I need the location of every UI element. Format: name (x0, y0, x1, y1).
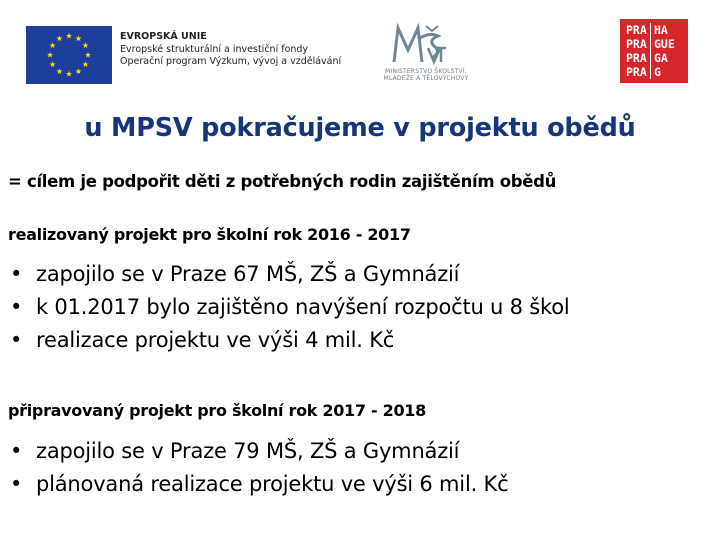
eu-star-icon (47, 52, 53, 58)
list-item-text: zapojilo se v Praze 67 MŠ, ZŠ a Gymnázií (36, 262, 460, 286)
eu-line-2: Evropské strukturální a investiční fondy (120, 43, 309, 55)
eu-star-icon (56, 35, 62, 41)
section-heading-2017: připravovaný projekt pro školní rok 2017 - 2018 (8, 401, 426, 420)
section-list-2017 (10, 435, 508, 501)
bullet-icon: • (10, 295, 23, 319)
bullet-icon: • (10, 262, 23, 286)
msmt-line-1: MINISTERSTVO ŠKOLSTVÍ, (385, 68, 467, 75)
eu-star-icon (50, 61, 56, 67)
eu-star-icon (56, 68, 62, 74)
eu-star-icon (66, 33, 72, 39)
page-title: u MPSV pokračujeme v projektu obědů (84, 113, 636, 143)
eu-line-1: EVROPSKÁ UNIE (120, 31, 207, 42)
praha-logo-right-0: HA (650, 23, 682, 37)
eu-star-icon (75, 68, 81, 74)
praha-logo-right-1: GUE (650, 37, 682, 51)
eu-star-icon (82, 61, 88, 67)
list-item-text: plánovaná realizace projektu ve výši 6 mil. Kč (36, 472, 509, 496)
eu-star-icon (75, 35, 81, 41)
eu-star-icon (82, 42, 88, 48)
praha-logo-left-0: PRA (626, 23, 647, 37)
bullet-icon: • (10, 439, 23, 463)
eu-logo-text (120, 31, 341, 69)
page-subtitle: = cílem je podpořit děti z potřebných rodin zajištěním obědů (8, 172, 557, 191)
praha-logo-right-2: GA (650, 51, 682, 65)
eu-line-3: Operační program Výzkum, vývoj a vzdělávání (120, 56, 342, 67)
list-item-text: realizace projektu ve výši 4 mil. Kč (36, 328, 395, 352)
list-item (10, 258, 570, 291)
eu-stars (26, 26, 112, 84)
eu-logo (26, 25, 356, 87)
list-item-text: k 01.2017 bylo zajištěno navýšení rozpočtu u 8 škol (36, 295, 570, 319)
praha-logo-grid (626, 23, 682, 79)
msmt-line-2: MLÁDEŽE A TĚLOVÝCHOVY (383, 75, 469, 82)
list-item (10, 468, 508, 501)
msmt-logo-text (362, 68, 490, 82)
bullet-icon: • (10, 472, 23, 496)
logo-bar (0, 0, 720, 105)
section-heading-2016: realizovaný projekt pro školní rok 2016 - 2017 (8, 225, 411, 244)
msmt-emblem-icon (390, 22, 450, 66)
eu-flag-icon (26, 26, 112, 84)
eu-star-icon (50, 42, 56, 48)
list-item (10, 435, 508, 468)
list-item-text: zapojilo se v Praze 79 MŠ, ZŠ a Gymnázií (36, 439, 460, 463)
bullet-icon: • (10, 328, 23, 352)
praha-logo-right-3: G (650, 65, 682, 79)
praha-logo-left-3: PRA (626, 65, 647, 79)
list-item (10, 291, 570, 324)
msmt-logo (362, 22, 492, 92)
section-list-2016 (10, 258, 570, 357)
praha-logo-left-1: PRA (626, 37, 647, 51)
praha-logo (620, 19, 688, 83)
eu-star-icon (85, 52, 91, 58)
praha-logo-left-2: PRA (626, 51, 647, 65)
eu-star-icon (66, 71, 72, 77)
list-item (10, 324, 570, 357)
